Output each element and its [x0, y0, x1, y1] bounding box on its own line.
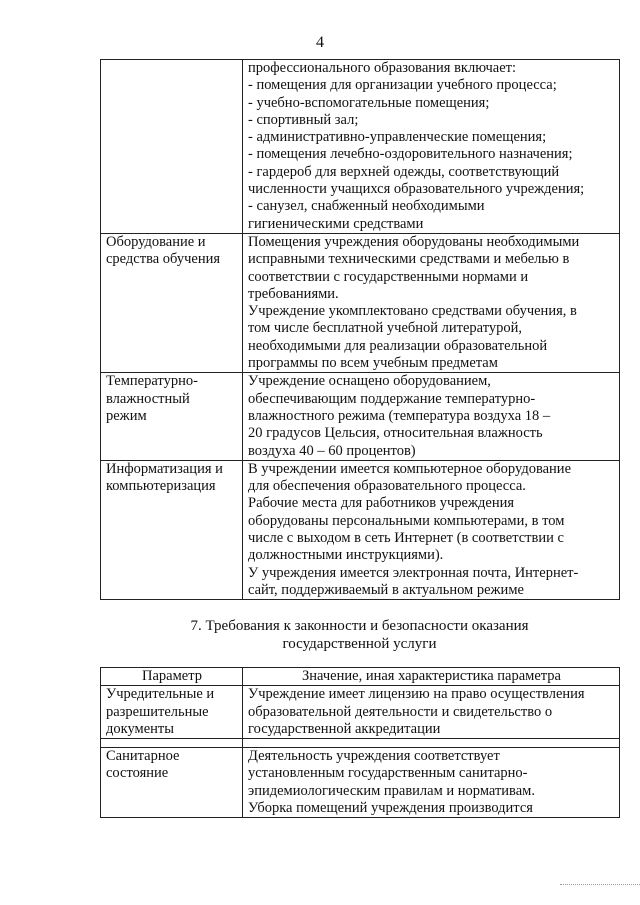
- spacer-cell: [101, 739, 243, 748]
- text-line: У учреждения имеется электронная почта, Интернет-: [248, 564, 579, 581]
- text-line: Санитарное: [106, 748, 180, 765]
- text-line: - спортивный зал;: [248, 111, 359, 128]
- text-line: Учреждение оснащено оборудованием,: [248, 373, 491, 390]
- column-header-value: Значение, иная характеристика параметра: [243, 668, 620, 686]
- value-cell: [243, 460, 620, 599]
- text-line: - помещения для организации учебного процесса;: [248, 77, 557, 94]
- parameter-cell: [101, 686, 243, 739]
- parameter-cell: [101, 373, 243, 460]
- text-line: Информатизация и: [106, 460, 223, 477]
- text-line: обеспечивающим поддержание температурно-: [248, 390, 536, 407]
- text-line: - помещения лечебно-оздоровительного назначения;: [248, 146, 573, 163]
- parameter-cell: [101, 60, 243, 234]
- text-line: необходимыми для реализации образовательной: [248, 337, 548, 354]
- text-line: Учреждение укомплектовано средствами обучения, в: [248, 303, 577, 320]
- text-line: профессионального образования включает:: [248, 60, 517, 76]
- text-line: том числе бесплатной учебной литературой,: [248, 320, 523, 337]
- text-line: численности учащихся образовательного учреждения;: [248, 181, 585, 198]
- column-header-parameter: Параметр: [101, 668, 243, 686]
- section-7-heading: [100, 617, 619, 653]
- value-cell: [243, 233, 620, 372]
- text-line: Рабочие места для работников учреждения: [248, 495, 515, 512]
- parameter-cell: [101, 748, 243, 818]
- text-line: средства обучения: [106, 251, 221, 268]
- heading-line: государственной услуги: [282, 636, 437, 652]
- text-line: Уборка помещений учреждения производится: [248, 800, 533, 817]
- text-line: образовательной деятельности и свидетельство о: [248, 703, 553, 720]
- text-line: для обеспечения образовательного процесса.: [248, 478, 526, 495]
- text-line: - санузел, снабженный необходимыми: [248, 198, 485, 215]
- text-line: исправными техническими средствами и мебелью в: [248, 251, 570, 268]
- text-line: гигиеническими средствами: [248, 215, 424, 232]
- table-header-row: [101, 668, 620, 686]
- legality-safety-table: [100, 667, 620, 818]
- text-line: компьютеризация: [106, 478, 216, 495]
- text-line: воздуха 40 – 60 процентов): [248, 442, 416, 459]
- parameter-cell: [101, 460, 243, 599]
- text-line: состояние: [106, 765, 169, 782]
- text-line: установленным государственным санитарно-: [248, 765, 528, 782]
- text-line: влажностный: [106, 390, 190, 407]
- table-row: [101, 373, 620, 460]
- value-cell: [243, 60, 620, 234]
- text-line: режим: [106, 407, 147, 424]
- text-line: Учреждение имеет лицензию на право осуществления: [248, 686, 585, 703]
- table-row: [101, 60, 620, 234]
- value-cell: [243, 373, 620, 460]
- text-line: соответствии с государственными нормами и: [248, 268, 529, 285]
- text-line: Оборудование и: [106, 233, 206, 250]
- text-line: требованиями.: [248, 285, 339, 302]
- requirements-table-continued: [100, 59, 620, 600]
- text-line: оборудованы персональными компьютерами, в том: [248, 512, 565, 529]
- text-line: В учреждении имеется компьютерное оборудование: [248, 460, 572, 477]
- scan-artifact: [560, 884, 640, 888]
- text-line: Деятельность учреждения соответствует: [248, 748, 500, 765]
- text-line: числе с выходом в сеть Интернет (в соответствии с: [248, 530, 564, 547]
- parameter-cell: [101, 233, 243, 372]
- table-row: [101, 748, 620, 818]
- table-row: [101, 233, 620, 372]
- text-line: разрешительные: [106, 703, 209, 720]
- text-line: Помещения учреждения оборудованы необходимыми: [248, 233, 580, 250]
- table-row-spacer: [101, 739, 620, 748]
- text-line: эпидемиологическим правилам и нормативам.: [248, 782, 535, 799]
- text-line: государственной аккредитации: [248, 720, 441, 737]
- heading-line: 7. Требования к законности и безопасности оказания: [190, 618, 529, 634]
- table-row: [101, 460, 620, 599]
- text-line: 20 градусов Цельсия, относительная влажность: [248, 425, 543, 442]
- text-line: Температурно-: [106, 373, 198, 390]
- text-line: документы: [106, 720, 174, 737]
- page-number: 4: [316, 34, 324, 51]
- text-line: сайт, поддерживаемый в актуальном режиме: [248, 581, 524, 598]
- text-line: должностными инструкциями).: [248, 547, 444, 564]
- text-line: - учебно-вспомогательные помещения;: [248, 94, 490, 111]
- table-row: [101, 686, 620, 739]
- spacer-cell: [243, 739, 620, 748]
- text-line: Учредительные и: [106, 686, 215, 703]
- text-line: влажностного режима (температура воздуха 18 –: [248, 407, 551, 424]
- text-line: программы по всем учебным предметам: [248, 355, 498, 372]
- text-line: - гардероб для верхней одежды, соответствующий: [248, 163, 560, 180]
- text-line: - административно-управленческие помещения;: [248, 129, 547, 146]
- value-cell: [243, 686, 620, 739]
- value-cell: [243, 748, 620, 818]
